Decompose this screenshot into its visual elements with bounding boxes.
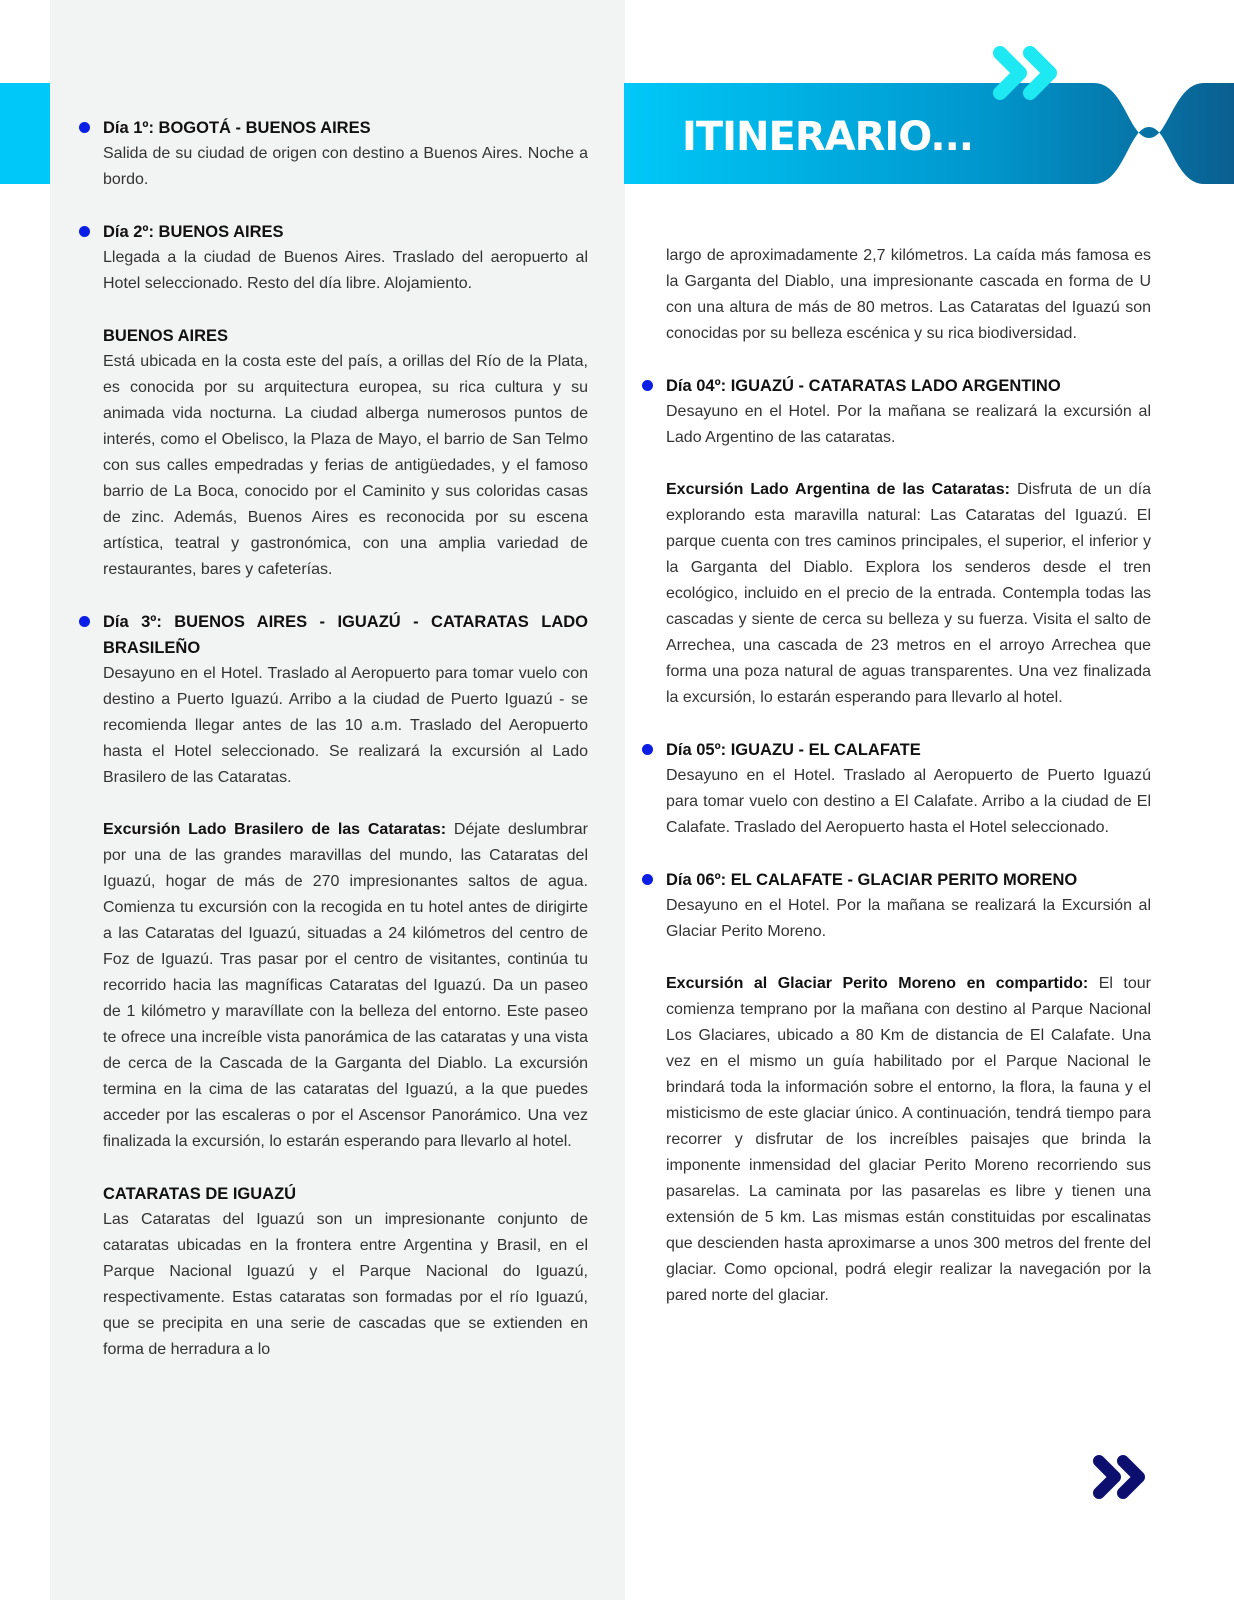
- day-title: Día 3º: BUENOS AIRES - IGUAZÚ - CATARATAS LADO BRASILEÑO: [103, 613, 588, 657]
- continuation: [666, 243, 1151, 347]
- bullet-dot-icon: [642, 874, 653, 885]
- day-6: [666, 867, 1151, 1309]
- day-title: Día 05º: IGUAZU - EL CALAFATE: [666, 741, 921, 759]
- double-chevron-right-icon: [992, 45, 1082, 105]
- excursion-description: [666, 971, 1151, 1309]
- day-description: Desayuno en el Hotel. Por la mañana se realizará la excursión al Lado Argentino de las cataratas.: [666, 403, 1151, 446]
- right-column: [666, 243, 1151, 1335]
- excursion-lead: Excursión Lado Argentina de las Cataratas:: [666, 481, 1010, 498]
- excursion-lead: Excursión al Glaciar Perito Moreno en compartido:: [666, 975, 1089, 992]
- day-2: [103, 219, 588, 583]
- excursion-lead: Excursión Lado Brasilero de las Cataratas:: [103, 821, 447, 838]
- day-4: [666, 373, 1151, 711]
- bullet-dot-icon: [79, 226, 90, 237]
- excursion-text: Disfruta de un día explorando esta maravilla natural: Las Cataratas del Iguazú. El parque cuenta con tres caminos principales, el superior, el inferior y la Garganta del Diablo. Explora los senderos desde el tren ecológico, incluido en el precio de la entrada. Contempla todas las cascadas y siente de cerca su belleza y su fuerza. Visita el salto de Arrechea, una cascada de 23 metros en el arroyo Arrechea que forma una poza natural de aguas transparentes. Una vez finalizada la excursión, lo estarán esperando para llevarlo al hotel.: [666, 481, 1151, 706]
- section-text: Está ubicada en la costa este del país, a orillas del Río de la Plata, es conocida por su arquitectura europea, su rica cultura y su animada vida nocturna. La ciudad alberga numerosos puntos de interés, como el Obelisco, la Plaza de Mayo, el barrio de San Telmo con sus calles empedradas y ferias de antigüedades, y el famoso barrio de La Boca, conocido por el Caminito y sus coloridas casas de zinc. Además, Buenos Aires es reconocida por su escena artística, teatral y gastronómica, con una amplia variedad de restaurantes, bares y cafeterías.: [103, 353, 588, 578]
- excursion-text: Déjate deslumbrar por una de las grandes maravillas del mundo, las Cataratas del Iguazú, hogar de más de 270 impresionantes saltos de agua. Comienza tu excursión con la recogida en tu hotel antes de dirigirte a las Cataratas del Iguazú, situadas a 24 kilómetros del centro de Foz de Iguazú. Tras pasar por el centro de visitantes, continúa tu recorrido hacia las magníficas Cataratas del Iguazú. Da un paseo de 1 kilómetro y maravíllate con la belleza del entorno. Este paseo te ofrece una increíble vista panorámica de las cataratas y una vista de cerca de la Cascada de la Garganta del Diablo. La excursión termina en la cima de las cataratas del Iguazú, a la que puedes acceder por las escaleras o por el Ascensor Panorámico. Una vez finalizada la excursión, lo estarán esperando para llevarlo al hotel.: [103, 821, 589, 1150]
- day-description: Llegada a la ciudad de Buenos Aires. Traslado del aeropuerto al Hotel seleccionado. Resto del día libre. Alojamiento.: [103, 249, 588, 292]
- day-title: Día 04º: IGUAZÚ - CATARATAS LADO ARGENTINO: [666, 377, 1061, 395]
- continuation-text: largo de aproximadamente 2,7 kilómetros. La caída más famosa es la Garganta del Diablo, una impresionante cascada en forma de U con una altura de más de 80 metros. Las Cataratas del Iguazú son conocidas por su belleza escénica y su rica biodiversidad.: [666, 247, 1151, 342]
- left-column: [103, 115, 588, 1389]
- bullet-dot-icon: [79, 122, 90, 133]
- double-chevron-right-icon: [1093, 1455, 1163, 1505]
- excursion-text: El tour comienza temprano por la mañana con destino al Parque Nacional Los Glaciares, ubicado a 80 Km de distancia de El Calafate. Una vez en el mismo un guía habilitado por el Parque Nacional le brindará toda la información sobre el entorno, la flora, la fauna y el misticismo de este glaciar único. A continuación, tendrá tiempo para recorrer y disfrutar de los increíbles paisajes que brinda la imponente inmensidad del glaciar Perito Moreno recorriendo sus pasarelas. La caminata por las pasarelas es libre y tienen una extensión de 5 km. Las mismas están constituidas por escalinatas que descienden hasta aproximarse a unos 300 metros del frente del glaciar. Como opcional, podrá elegir realizar la navegación por la pared norte del glaciar.: [666, 975, 1151, 1304]
- day-title: Día 1º: BOGOTÁ - BUENOS AIRES: [103, 119, 371, 137]
- day-description: Desayuno en el Hotel. Traslado al Aeropuerto para tomar vuelo con destino a Puerto Iguazú. Arribo a la ciudad de Puerto Iguazú - se recomienda llegar antes de las 10 a.m. Traslado del Aeropuerto hasta el Hotel seleccionado. Se realizará la excursión al Lado Brasilero de las Cataratas.: [103, 665, 588, 786]
- bullet-dot-icon: [79, 616, 90, 627]
- itinerary-banner: [624, 40, 1234, 190]
- left-accent-bar: [0, 83, 50, 184]
- day-title: Día 06º: EL CALAFATE - GLACIAR PERITO MORENO: [666, 871, 1078, 889]
- excursion-description: [666, 477, 1151, 711]
- section-title: CATARATAS DE IGUAZÚ: [103, 1185, 297, 1203]
- day-description: Salida de su ciudad de origen con destino a Buenos Aires. Noche a bordo.: [103, 145, 588, 188]
- excursion-description: [103, 817, 588, 1155]
- day-title: Día 2º: BUENOS AIRES: [103, 223, 284, 241]
- day-description: Desayuno en el Hotel. Traslado al Aeropuerto de Puerto Iguazú para tomar vuelo con destino a El Calafate. Arribo a la ciudad de El Calafate. Traslado del Aeropuerto hasta el Hotel seleccionado.: [666, 767, 1151, 836]
- day-1: [103, 115, 588, 193]
- bullet-dot-icon: [642, 744, 653, 755]
- bullet-dot-icon: [642, 380, 653, 391]
- day-description: Desayuno en el Hotel. Por la mañana se realizará la Excursión al Glaciar Perito Moreno.: [666, 897, 1151, 940]
- section-title: BUENOS AIRES: [103, 327, 228, 345]
- day-3: [103, 609, 588, 1363]
- page-title: ITINERARIO...: [682, 114, 974, 160]
- day-5: [666, 737, 1151, 841]
- section-text: Las Cataratas del Iguazú son un impresionante conjunto de cataratas ubicadas en la frontera entre Argentina y Brasil, en el Parque Nacional Iguazú y el Parque Nacional do Iguazú, respectivamente. Estas cataratas son formadas por el río Iguazú, que se precipita en una serie de cascadas que se extienden en forma de herradura a lo: [103, 1211, 588, 1358]
